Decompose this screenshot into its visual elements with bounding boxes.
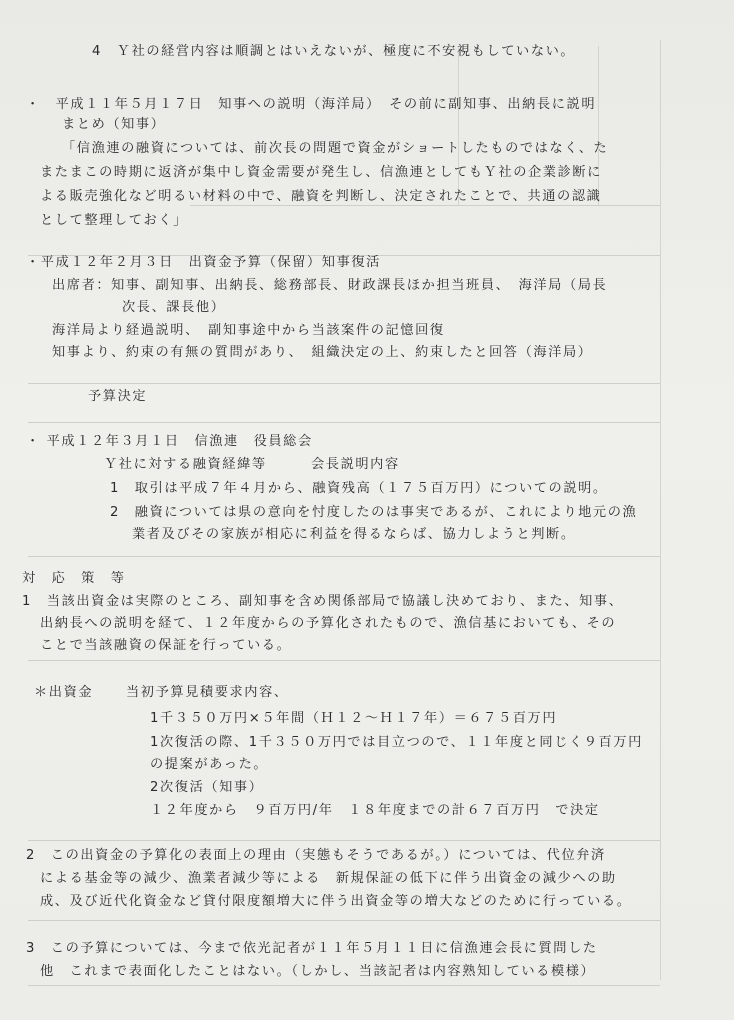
- form-divider: [660, 40, 661, 980]
- h12-meeting-subheading: Ｙ社に対する融資経緯等 会長説明内容: [104, 457, 400, 472]
- h12-meeting-point-1: 1 取引は平成７年４月から、融資残高（１７５百万円）についての説明。: [110, 481, 608, 496]
- h12-decision: 予算決定: [88, 389, 148, 404]
- h11-quote-1: 「信漁連の融資については、前次長の問題で資金がショートしたものではなく、た: [62, 141, 609, 156]
- h11-heading: ・ 平成１１年５月１７日 知事への説明（海洋局） その前に副知事、出納長に説明: [26, 97, 597, 112]
- form-rule: [28, 422, 660, 423]
- capital-line-5: １２年度から ９百万円/年 １８年度までの計６７百万円 で決定: [150, 803, 600, 818]
- h11-quote-2: またまこの時期に返済が集中し資金需要が発生し、信漁連としてもＹ社の企業診断に: [40, 165, 602, 180]
- h12-meeting-point-2b: 業者及びその家族が相応に利益を得るならば、協力しようと判断。: [132, 527, 576, 542]
- h12-line-1: 海洋局より経過説明、 副知事途中から当該案件の記憶回復: [52, 323, 445, 338]
- measures-heading: 対 応 策 等: [22, 571, 126, 586]
- capital-line-2: 1次復活の際、1千３５０万円では目立つので、１１年度と同じく９百万円: [150, 735, 643, 750]
- measure-1-line-3: ことで当該融資の保証を行っている。: [40, 638, 292, 653]
- form-rule: [28, 383, 660, 384]
- form-rule: [28, 840, 660, 841]
- h12-attendees-1: 出席者：知事、副知事、出納長、総務部長、財政課長ほか担当班員、 海洋局（局長: [52, 278, 608, 293]
- capital-line-1: 1千３５０万円×５年間（Ｈ１２～Ｈ１７年）＝６７５百万円: [150, 711, 558, 726]
- capital-label: ＊出資金: [34, 685, 94, 700]
- measure-3-line-1: 3 この予算については、今まで依光記者が１１年５月１１日に信漁連会長に質問した: [26, 941, 598, 956]
- h12-line-2: 知事より、約束の有無の質問があり、 組織決定の上、約束したと回答（海洋局）: [52, 345, 593, 360]
- h11-quote-4: として整理しておく」: [40, 213, 188, 228]
- measure-1-line-1: 1 当該出資金は実際のところ、副知事を含め関係部局で協議し決めており、また、知事、: [22, 594, 624, 609]
- capital-intro: 当初予算見積要求内容、: [126, 685, 289, 700]
- item-4: 4 Ｙ社の経営内容は順調とはいえないが、極度に不安視もしていない。: [92, 44, 576, 59]
- h12-attendees-2: 次長、課長他）: [122, 300, 226, 315]
- h12-meeting-heading: ・ 平成１２年３月１日 信漁連 役員総会: [26, 434, 313, 449]
- capital-line-3: の提案があった。: [150, 757, 269, 772]
- form-rule: [28, 660, 660, 661]
- measure-2-line-2: による基金等の減少、漁業者減少等による 新規保証の低下に伴う出資金の減少への助: [40, 871, 617, 886]
- measure-2-line-1: 2 この出資金の予算化の表面上の理由（実態もそうであるが。）については、代位弁済: [26, 848, 606, 863]
- measure-1-line-2: 出納長への説明を経て、１２年度からの予算化されたもので、漁信基においても、その: [40, 616, 617, 631]
- form-rule: [28, 920, 660, 921]
- form-rule: [28, 556, 660, 557]
- measure-2-line-3: 成、及び近代化資金など貸付限度額増大に伴う出資金等の増大などのために行っている。: [40, 894, 632, 909]
- h11-summary-label: まとめ（知事）: [62, 117, 166, 132]
- measure-3-line-2: 他 これまで表面化したことはない。（しかし、当該記者は内容熟知している模様）: [40, 964, 596, 979]
- form-rule: [28, 985, 660, 986]
- h12-meeting-point-2a: 2 融資については県の意向を忖度したのは事実であるが、これにより地元の漁: [110, 505, 638, 520]
- h11-quote-3: よる販売強化など明るい材料の中で、融資を判断し、決定されたことで、共通の認識: [40, 189, 602, 204]
- h12-budget-heading: ・平成１２年２月３日 出資金予算（保留）知事復活: [26, 255, 381, 270]
- capital-line-4: 2次復活（知事）: [150, 780, 264, 795]
